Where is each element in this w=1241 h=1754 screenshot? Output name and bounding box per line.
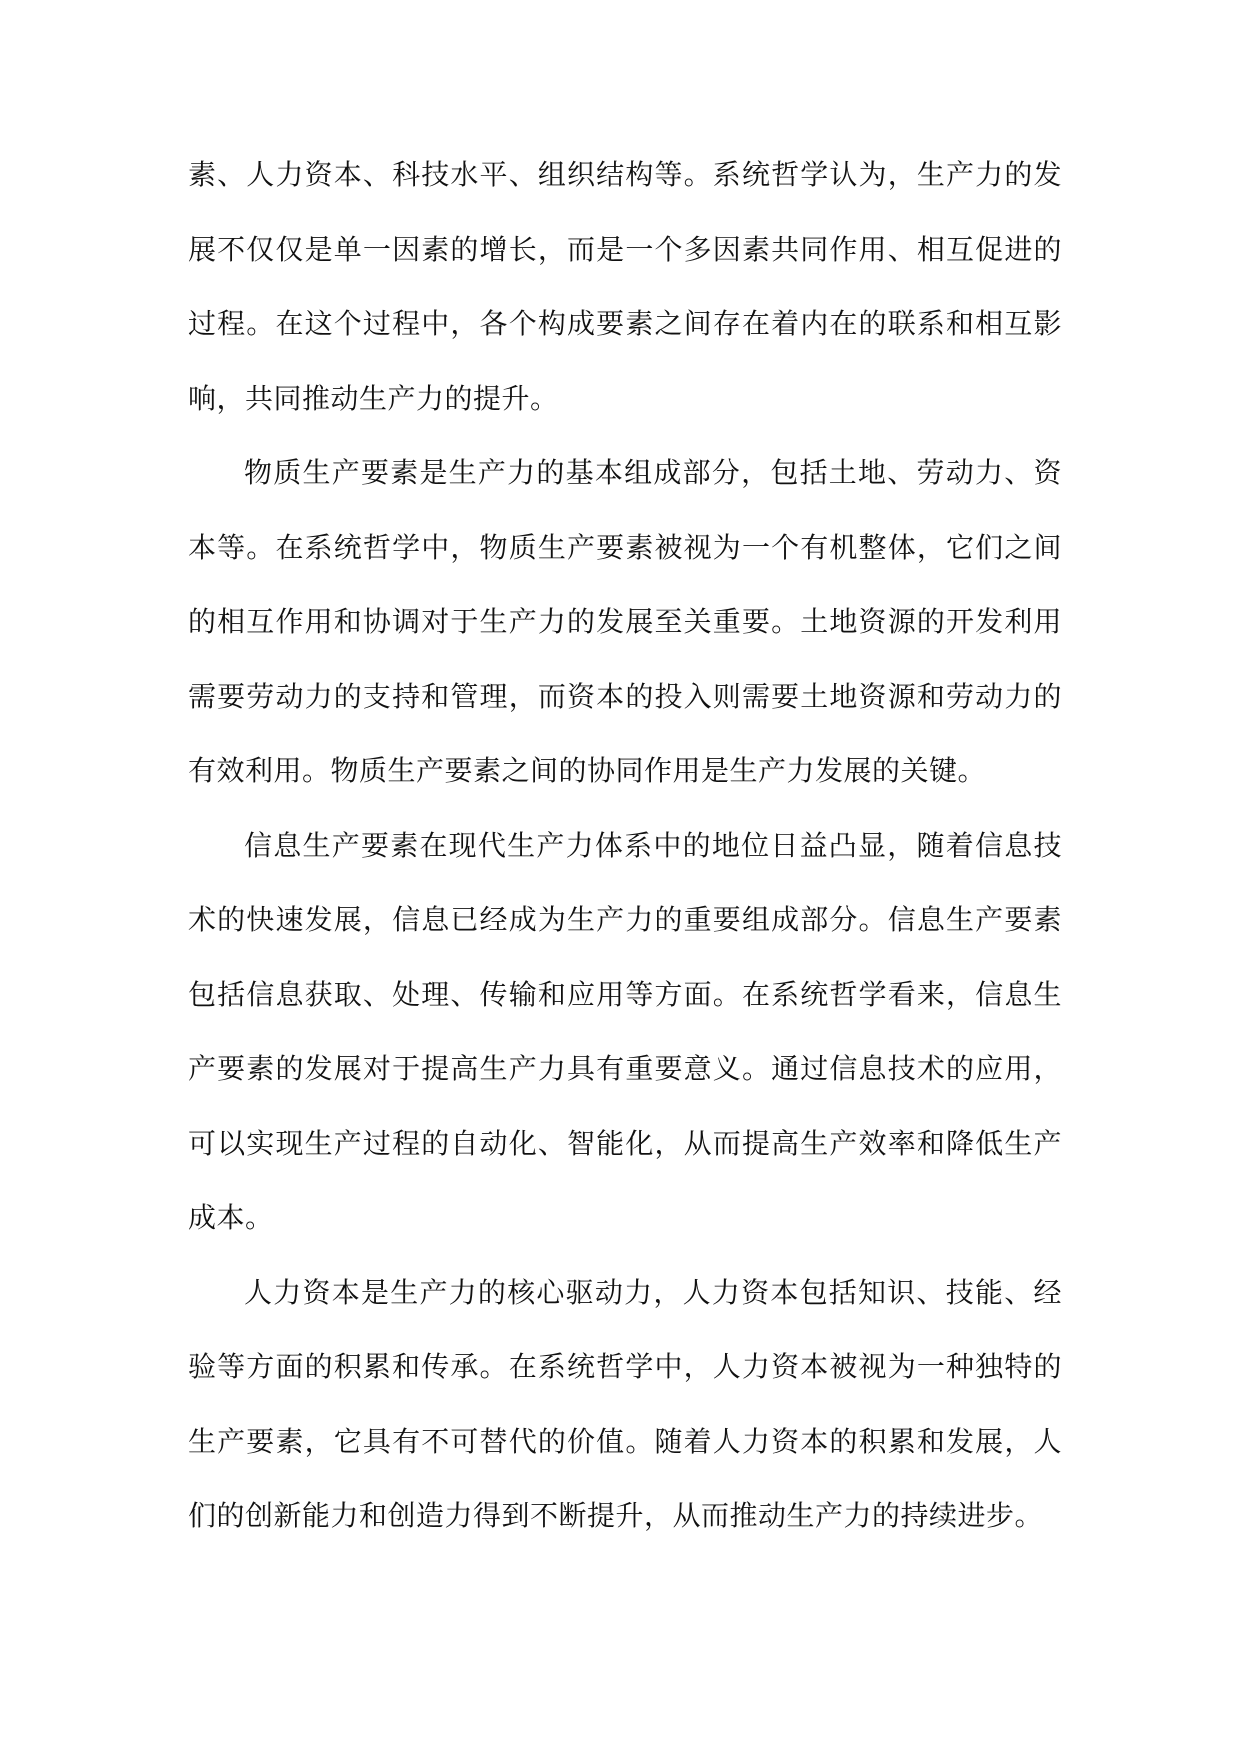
document-body [188,138,1062,1554]
paragraph-material-factors: 物质生产要素是生产力的基本组成部分，包括土地、劳动力、资本等。在系统哲学中，物质生产要素被视为一个有机整体，它们之间的相互作用和协调对于生产力的发展至关重要。土地资源的开发利用需要劳动力的支持和管理，而资本的投入则需要土地资源和劳动力的有效利用。物质生产要素之间的协同作用是生产力发展的关键。 [188,456,1062,787]
paragraph-information-factors: 信息生产要素在现代生产力体系中的地位日益凸显，随着信息技术的快速发展，信息已经成为生产力的重要组成部分。信息生产要素包括信息获取、处理、传输和应用等方面。在系统哲学看来，信息生产要素的发展对于提高生产力具有重要意义。通过信息技术的应用，可以实现生产过程的自动化、智能化，从而提高生产效率和降低生产成本。 [188,828,1062,1234]
paragraph-continued: 素、人力资本、科技水平、组织结构等。系统哲学认为，生产力的发展不仅仅是单一因素的增长，而是一个多因素共同作用、相互促进的过程。在这个过程中，各个构成要素之间存在着内在的联系和相互影响，共同推动生产力的提升。 [188,158,1062,415]
paragraph-human-capital: 人力资本是生产力的核心驱动力，人力资本包括知识、技能、经验等方面的积累和传承。在系统哲学中，人力资本被视为一种独特的生产要素，它具有不可替代的价值。随着人力资本的积累和发展，人们的创新能力和创造力得到不断提升，从而推动生产力的持续进步。 [188,1275,1062,1532]
